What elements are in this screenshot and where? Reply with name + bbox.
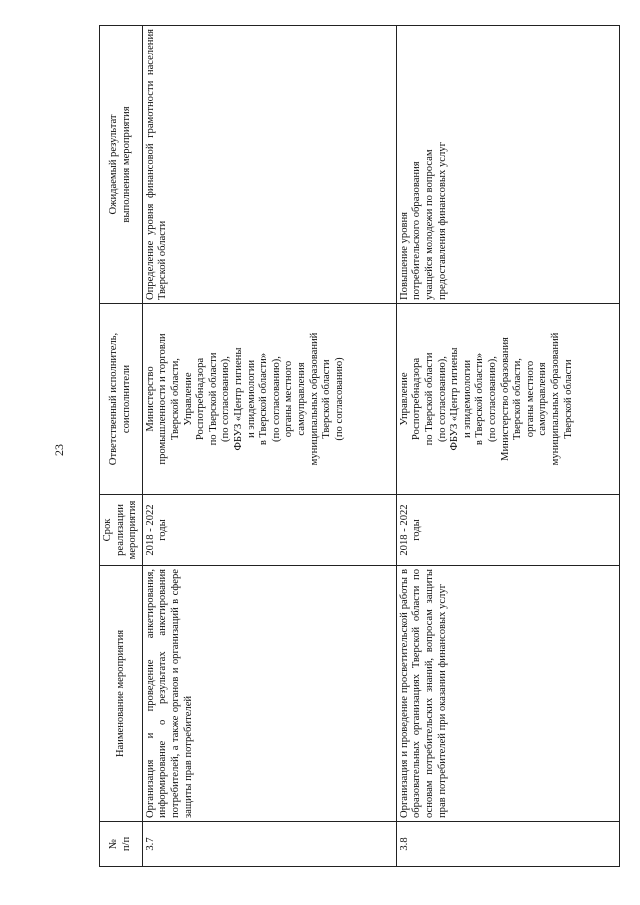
row-number: 3.8 xyxy=(396,822,619,867)
row-number: 3.7 xyxy=(142,822,396,867)
row-executor: Управление Роспотребнадзора по Тверской области (по согласованию), ФБУЗ «Центр гигиены и эпидемиологии в Тверской области» (по согласованию), Министерство образования Тверской области, органы местного самоуправления муниципальных образований Тверской области xyxy=(396,304,619,495)
rotated-table-container xyxy=(99,29,620,867)
row-name: Организация и проведение анкетирования, информирование о результатах анкетирования потребителей, а также органов и организаций в сфере защиты прав потребителей xyxy=(142,566,396,822)
header-number: № п/п xyxy=(100,822,143,867)
page-number: 23 xyxy=(52,444,66,456)
row-term: 2018 - 2022 годы xyxy=(396,495,619,566)
header-result: Ожидаемый результат выполнения мероприятия xyxy=(100,26,143,304)
header-name: Наименование мероприятия xyxy=(100,566,143,822)
row-term: 2018 - 2022 годы xyxy=(142,495,396,566)
row-result: Повышение уровня потребительского образования учащейся молодежи по вопросам предоставления финансовых услуг xyxy=(396,26,619,304)
table-row xyxy=(142,26,396,867)
header-executor: Ответственный исполнитель, соисполнители xyxy=(100,304,143,495)
table-row xyxy=(396,26,619,867)
table-header-row xyxy=(100,26,143,867)
measures-table xyxy=(99,25,620,867)
row-executor: Министерство промышленности и торговли Тверской области, Управление Роспотребнадзора по Тверской области (по согласованию), ФБУЗ «Центр гигиены и эпидемиологии в Тверской области» (по согласованию), органы местного самоуправления муниципальных образований Тверской области (по согласованию) xyxy=(142,304,396,495)
row-result: Определение уровня финансовой грамотности населения Тверской области xyxy=(142,26,396,304)
row-name: Организация и проведение просветительской работы в образовательных организациях Тверской области по основам потребительских знаний, вопросам защиты прав потребителей при оказании финансовых услуг xyxy=(396,566,619,822)
header-term: Срок реализации мероприятия xyxy=(100,495,143,566)
